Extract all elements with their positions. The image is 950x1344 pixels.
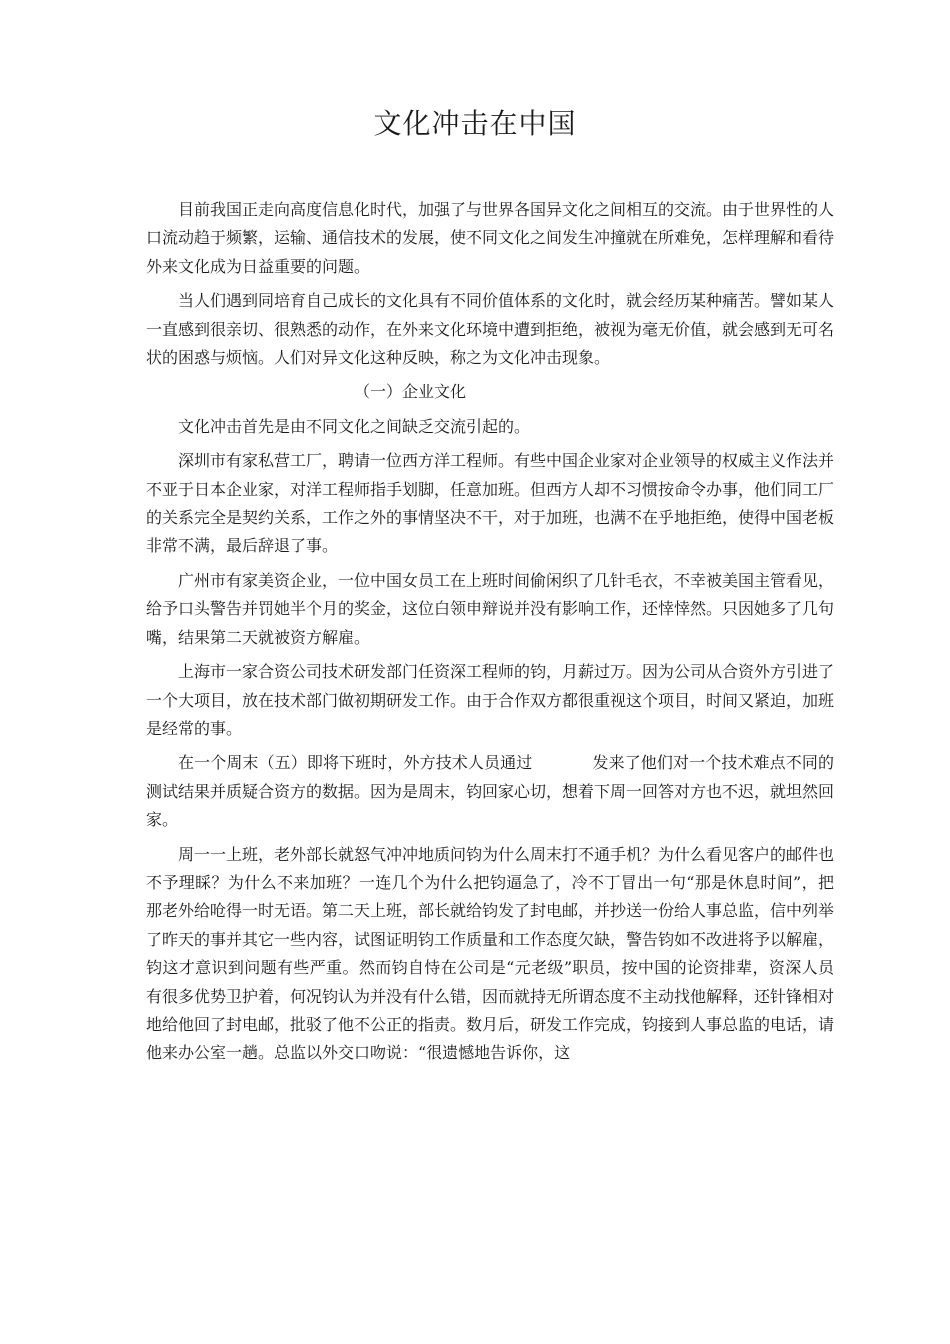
weekend-text-after: 发来了他们对一个技术难点不同的测试结果并质疑合资方的数据。因为是周末，钧回家心切，想着下周一回答对方也不迟，就坦然回家。 [146,753,835,830]
weekend-text-before: 在一个周末（五）即将下班时，外方技术人员通过 [178,753,533,773]
document-body [146,196,834,1074]
section-heading: （一）企业文化 [354,382,467,402]
paragraph-intro: 目前我国正走向高度信息化时代，加强了与世界各国异文化之间相互的交流。由于世界性的人口流动趋于频繁，运输、通信技术的发展，使不同文化之间发生冲撞就在所难免，怎样理解和看待外来文化成为日益重要的问题。 [146,200,835,276]
paragraph-shanghai-case: 上海市一家合资公司技术研发部门任资深工程师的钧，月薪过万。因为公司从合资外方引进了一个大项目，放在技术部门做初期研发工作。由于合作双方都很重视这个项目，时间又紧迫，加班是经常的事。 [146,662,835,738]
document-title: 文化冲击在中国 [373,107,577,140]
paragraph-shenzhen-case: 深圳市有家私营工厂，聘请一位西方洋工程师。有些中国企业家对企业领导的权威主义作法并不亚于日本企业家，对洋工程师指手划脚，任意加班。但西方人却不习惯按命令办事，他们同工厂的关系完全是契约关系，工作之外的事情坚决不干，对于加班，也满不在乎地拒绝，使得中国老板非常不满，最后辞退了事。 [146,451,835,556]
paragraph-monday: 周一一上班，老外部长就怒气冲冲地质问钧为什么周末打不通手机？为什么看见客户的邮件也不予理睬？为什么不来加班？一连几个为什么把钧逼急了，冷不丁冒出一句“那是休息时间”，把那老外给呛得一时无语。第二天上班，部长就给钧发了封电邮，并抄送一份给人事总监，信中列举了昨天的事并其它一些内容，试图证明钧工作质量和工作态度欠缺，警告钧如不改进将予以解雇，钧这才意识到问题有些严重。然而钧自恃在公司是“元老级”职员，按中国的论资排辈，资深人员有很多优势卫护着，何况钧认为并没有什么错，因而就持无所谓态度不主动找他解释，还针锋相对地给他回了封电邮，批驳了他不公正的指责。数月后，研发工作完成，钧接到人事总监的电话，请他来办公室一趟。总监以外交口吻说：“很遗憾地告诉你，这 [146,844,835,1063]
paragraph-section-intro: 文化冲击首先是由不同文化之间缺乏交流引起的。 [178,416,531,436]
paragraph-guangzhou-case: 广州市有家美资企业，一位中国女员工在上班时间偷闲织了几针毛衣，不幸被美国主管看见，给予口头警告并罚她半个月的奖金，这位白领申辩说并没有影响工作，还悻悻然。只因她多了几句嘴，结果第二天就被资方解雇。 [146,570,835,647]
paragraph-weekend [146,749,834,834]
paragraph-culture-shock-definition: 当人们遇到同培育自己成长的文化具有不同价值体系的文化时，就会经历某种痛苦。譬如某人一直感到很亲切、很熟悉的动作，在外来文化环境中遭到拒绝，被视为毫无价值，就会感到无可名状的困惑与烦恼。人们对异文化这种反映，称之为文化冲击现象。 [146,291,835,368]
